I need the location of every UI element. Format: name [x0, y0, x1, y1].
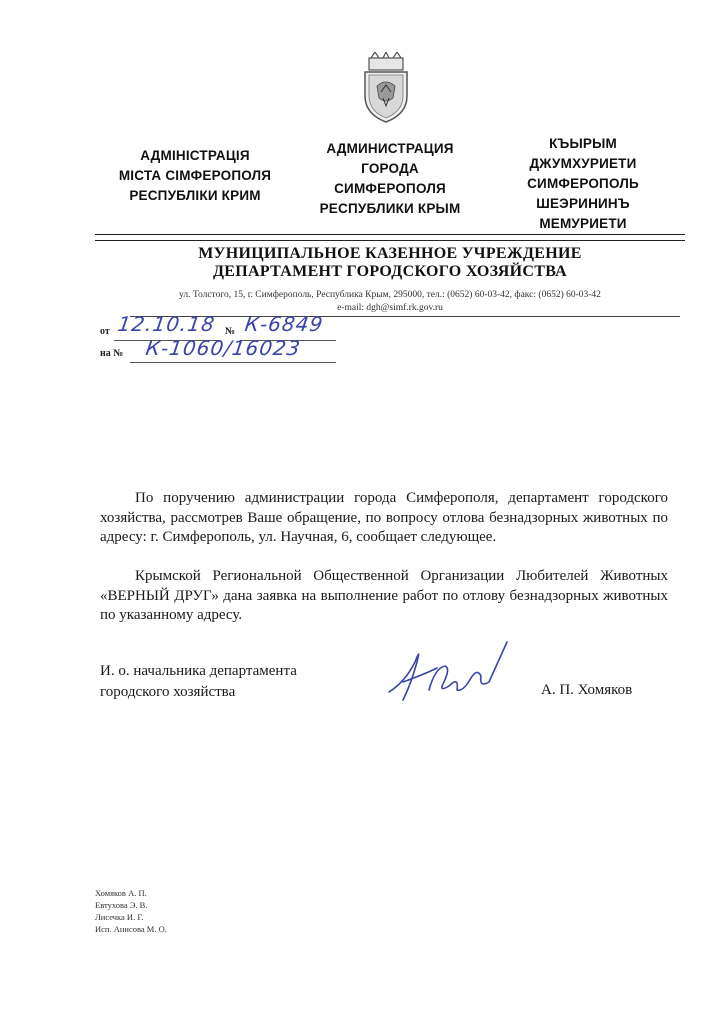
- organization-name-line1: МУНИЦИПАЛЬНОЕ КАЗЕННОЕ УЧРЕЖДЕНИЕ: [198, 245, 582, 262]
- to-number-label: на №: [100, 348, 124, 359]
- executor-line: Исп. Анисова М. О.: [95, 924, 167, 934]
- header-divider-bottom: [95, 240, 685, 241]
- executors-list: [95, 887, 167, 935]
- organization-email: e-mail: dgh@simf.rk.gov.ru: [337, 303, 443, 313]
- organization-address: ул. Толстого, 15, г. Симферополь, Республика Крым, 295000, тел.: (0652) 60-03-42, факс: (0652) 60-03-42: [179, 290, 601, 300]
- handwritten-to-number: К-1060/16023: [144, 336, 303, 360]
- coat-of-arms-emblem: [357, 52, 415, 124]
- header-left-ukrainian: [105, 146, 285, 206]
- header-middle-line: АДМИНИСТРАЦИЯ: [326, 141, 454, 156]
- header-middle-line: СИМФЕРОПОЛЯ: [334, 181, 446, 196]
- executor-line: Евтухова Э. В.: [95, 900, 148, 910]
- to-number-underline: [130, 362, 336, 363]
- executor-line: Лисечка И. Г.: [95, 912, 144, 922]
- body-paragraph-1: По поручению администрации города Симферополя, департамент городского хозяйства, рассмотрев Ваше обращение, по вопросу отлова безнадзорных животных по адресу: г. Симферополь, ул. Научная, 6, сообщает следующее.: [100, 490, 668, 545]
- header-right-line: МЕМУРИЕТИ: [539, 216, 627, 231]
- header-left-line: АДМІНІСТРАЦІЯ: [140, 148, 250, 163]
- organization-name-line2: ДЕПАРТАМЕНТ ГОРОДСКОГО ХОЗЯЙСТВА: [212, 263, 568, 280]
- executor-line: Хомяков А. П.: [95, 888, 147, 898]
- header-middle-line: РЕСПУБЛИКИ КРЫМ: [319, 201, 461, 216]
- number-label: №: [225, 326, 236, 337]
- signer-title: [100, 661, 297, 703]
- handwritten-number: К-6849: [243, 312, 326, 336]
- header-right-line: СИМФЕРОПОЛЬ: [527, 176, 639, 191]
- header-divider-top: [95, 234, 685, 235]
- signer-title-line1: И. о. начальника департамента: [100, 663, 297, 679]
- header-middle-line: ГОРОДА: [361, 161, 419, 176]
- body-paragraph-2: Крымской Региональной Общественной Организации Любителей Животных «ВЕРНЫЙ ДРУГ» дана заявка на выполнение работ по отлову безнадзорных животных по указанному адресу.: [100, 568, 668, 623]
- header-right-line: ДЖУМХУРИЕТИ: [529, 156, 637, 171]
- header-right-crimean-tatar: [498, 134, 668, 234]
- signer-title-line2: городского хозяйства: [100, 684, 236, 700]
- signer-name: А. П. Хомяков: [541, 682, 633, 698]
- header-right-line: КЪЫРЫМ: [549, 136, 617, 151]
- header-left-line: МІСТА СІМФЕРОПОЛЯ: [118, 168, 272, 183]
- handwritten-signature: [385, 632, 515, 712]
- header-right-line: ШЕЭРИНИНЪ: [536, 196, 630, 211]
- handwritten-date: 12.10.18: [116, 312, 217, 336]
- header-middle-russian: [300, 139, 480, 219]
- header-left-line: РЕСПУБЛІКИ КРИМ: [129, 188, 261, 203]
- from-label: от: [100, 326, 110, 337]
